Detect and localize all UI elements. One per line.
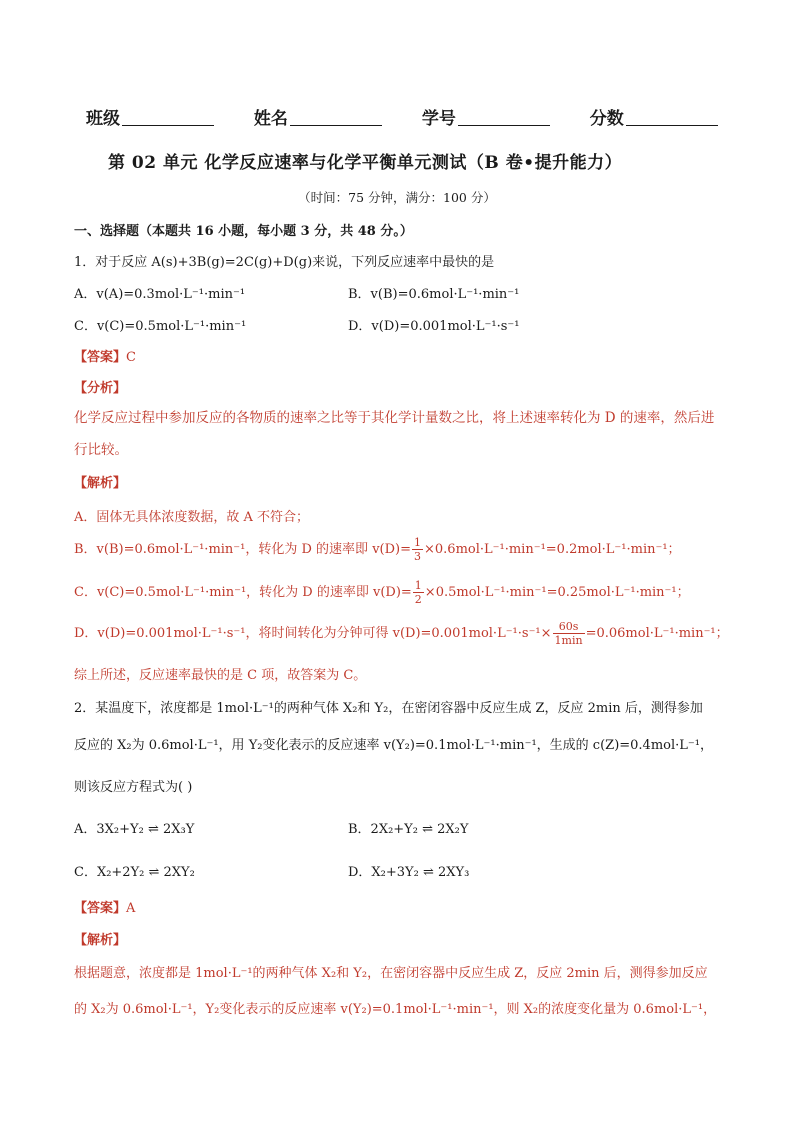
fraction: [412, 536, 423, 563]
section-heading: 一、选择题（本题共 16 小题，每小题 3 分，共 48 分。）: [74, 224, 413, 239]
score-label: 分数: [589, 109, 624, 129]
q1-solution-b: [74, 536, 681, 563]
q1-solution-c: [74, 579, 690, 606]
id-label: 学号: [421, 109, 456, 129]
fraction-denominator: 2: [414, 593, 422, 606]
fraction-numerator: 60s: [553, 620, 585, 634]
q1-analysis-tag: 【分析】: [74, 381, 127, 396]
student-info-row: [86, 104, 718, 129]
q2-option-d: D．X₂+3Y₂ ⇌ 2XY₃: [348, 865, 470, 880]
fraction: [413, 579, 424, 606]
fraction-numerator: 1: [414, 579, 422, 592]
q1-option-d: D．v(D)=0.001mol·L⁻¹·s⁻¹: [348, 319, 520, 334]
fraction-denominator: 3: [414, 550, 421, 563]
q1-solution-d: [74, 620, 729, 647]
q1-option-c: C．v(C)=0.5mol·L⁻¹·min⁻¹: [74, 319, 247, 334]
q1-answer: C: [126, 350, 136, 365]
q1-solution-d-post: =0.06mol·L⁻¹·min⁻¹；: [585, 626, 729, 641]
q1-solution-d-pre: D．v(D)=0.001mol·L⁻¹·s⁻¹，将时间转化为分钟可得 v(D)=0.001mol·L⁻¹·s⁻¹×: [74, 626, 552, 641]
q2-solution-line2: 的 X₂为 0.6mol·L⁻¹，Y₂变化表示的反应速率 v(Y₂)=0.1mol·L⁻¹·min⁻¹，则 X₂的浓度变化量为 0.6mol·L⁻¹，: [74, 1002, 717, 1017]
name-label: 姓名: [253, 109, 288, 129]
q1-solution-c-pre: C．v(C)=0.5mol·L⁻¹·min⁻¹，转化为 D 的速率即 v(D)=: [74, 585, 412, 600]
class-field: [86, 104, 214, 129]
class-blank[interactable]: [122, 109, 214, 126]
document-title: 第 02 单元 化学反应速率与化学平衡单元测试（B 卷•提升能力）: [108, 153, 623, 173]
q2-answer: A: [126, 901, 136, 916]
q1-stem: 1．对于反应 A(s)+3B(g)=2C(g)+D(g)来说，下列反应速率中最快的是: [74, 255, 495, 270]
name-field: [254, 104, 382, 129]
q1-analysis-text: 化学反应过程中参加反应的各物质的速率之比等于其化学计量数之比，将上述速率转化为 D 的速率，然后进行比较。: [74, 410, 715, 458]
class-label: 班级: [86, 109, 120, 129]
q1-option-b: B．v(B)=0.6mol·L⁻¹·min⁻¹: [348, 287, 520, 302]
q2-option-c: C．X₂+2Y₂ ⇌ 2XY₂: [74, 865, 195, 880]
name-blank[interactable]: [290, 109, 382, 126]
q2-answer-line: [74, 897, 135, 916]
q1-answer-line: [74, 346, 136, 365]
q1-option-a: A．v(A)=0.3mol·L⁻¹·min⁻¹: [74, 287, 246, 302]
q2-solution-tag: 【解析】: [74, 933, 127, 948]
q2-stem-line2: 反应的 X₂为 0.6mol·L⁻¹，用 Y₂变化表示的反应速率 v(Y₂)=0.1mol·L⁻¹·min⁻¹，生成的 c(Z)=0.4mol·L⁻¹，: [74, 738, 713, 753]
answer-tag: 【答案】: [74, 901, 127, 916]
fraction: [553, 620, 585, 647]
fraction-numerator: 1: [414, 536, 421, 549]
q1-solution-b-post: ×0.6mol·L⁻¹·min⁻¹=0.2mol·L⁻¹·min⁻¹；: [424, 542, 681, 557]
id-blank[interactable]: [458, 109, 550, 126]
q1-solution-c-post: ×0.5mol·L⁻¹·min⁻¹=0.25mol·L⁻¹·min⁻¹；: [424, 585, 690, 600]
q1-solution-tag: 【解析】: [74, 476, 127, 491]
score-blank[interactable]: [626, 109, 718, 126]
q2-stem-line3: 则该反应方程式为( ): [74, 780, 193, 795]
q1-solution-b-pre: B．v(B)=0.6mol·L⁻¹·min⁻¹，转化为 D 的速率即 v(D)=: [74, 542, 411, 557]
score-field: [590, 104, 718, 129]
document-subtitle: （时间：75 分钟，满分：100 分）: [298, 190, 496, 205]
q2-stem-line1: 2．某温度下，浓度都是 1mol·L⁻¹的两种气体 X₂和 Y₂，在密闭容器中反应生成 Z，反应 2min 后，测得参加: [74, 701, 703, 716]
q1-solution-a: A．固体无具体浓度数据，故 A 不符合；: [74, 510, 310, 525]
q2-solution-line1: 根据题意，浓度都是 1mol·L⁻¹的两种气体 X₂和 Y₂，在密闭容器中反应生成 Z，反应 2min 后，测得参加反应: [74, 966, 708, 981]
fraction-denominator: 1min: [554, 634, 583, 647]
q1-summary: 综上所述，反应速率最快的是 C 项，故答案为 C。: [74, 668, 367, 683]
q2-option-b: B．2X₂+Y₂ ⇌ 2X₂Y: [348, 822, 469, 837]
answer-tag: 【答案】: [74, 350, 127, 365]
id-field: [422, 104, 550, 129]
q2-option-a: A．3X₂+Y₂ ⇌ 2X₃Y: [74, 822, 195, 837]
